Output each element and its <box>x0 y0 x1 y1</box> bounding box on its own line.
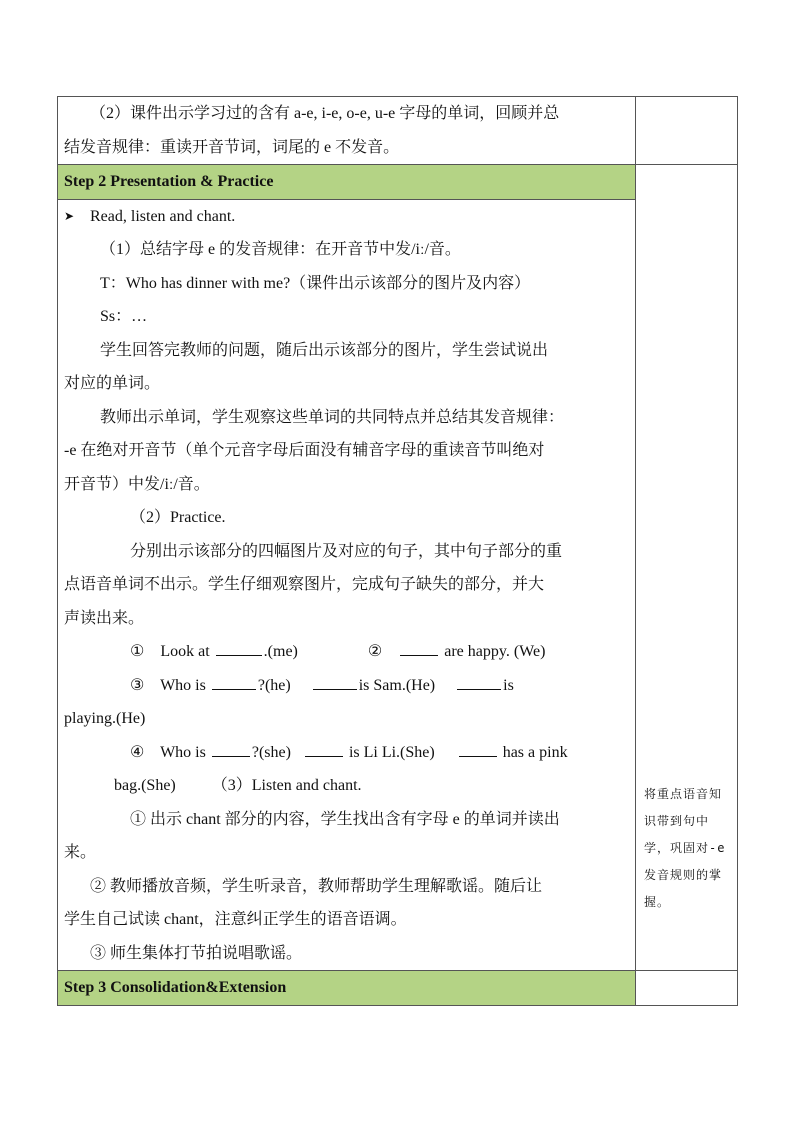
para-10a: ② 教师播放音频，学生听录音，教师帮助学生理解歌谣。随后让 <box>90 877 543 895</box>
ex4-blank-2 <box>305 738 343 757</box>
intro-row <box>58 97 738 165</box>
ex4-text-e: bag.(She) <box>114 777 176 794</box>
para-5a: 教师出示单词，学生观察这些单词的共同特点并总结其发音规律： <box>100 408 565 426</box>
intro-note-cell <box>636 97 738 165</box>
ex1-blank <box>216 637 262 656</box>
ex3-blank-1 <box>212 671 256 690</box>
step3-note-cell <box>636 971 738 1006</box>
ex1-text-a: Look at <box>160 643 210 660</box>
ex4-blank-3 <box>459 738 497 757</box>
para-4a: 学生回答完教师的问题，随后出示该部分的图片，学生尝试说出 <box>100 341 549 359</box>
ex3-text-b: ?(he) <box>257 676 291 694</box>
para-7b: 点语音单词不出示。学生仔细观察图片，完成句子缺失的部分，并大 <box>64 576 545 593</box>
ex3-blank-2 <box>313 671 357 690</box>
ex4-text-d: has a pink <box>502 743 568 761</box>
para-5c: 开音节）中发/iː/音。 <box>64 475 210 493</box>
intro-line-2: 结发音规律：重读开音节词，词尾的 e 不发音。 <box>64 138 400 156</box>
para-8: （3）Listen and chant. <box>211 777 362 794</box>
step2-note-text: 将重点语音知识带到句中学，巩固对-e 发音规则的掌握。 <box>644 787 726 909</box>
bullet-item <box>64 200 631 234</box>
para-9b: 来。 <box>64 844 97 861</box>
ex2-blank <box>400 637 438 656</box>
step2-note-cell <box>636 165 738 971</box>
intro-cell <box>58 97 636 165</box>
exercise-1-2 <box>64 635 631 669</box>
para-5b: -e 在绝对开音节（单个元音字母后面没有辅音字母的重读音节叫绝对 <box>64 442 545 459</box>
para-3: Ss：… <box>100 308 148 325</box>
ex3-text-c: is Sam.(He) <box>358 676 436 694</box>
para-7c: 声读出来。 <box>64 609 145 627</box>
ex4-text-b: ?(she) <box>251 743 291 761</box>
exercise-3-cont: playing.(He) <box>64 710 146 727</box>
step2-body-cell <box>58 199 636 971</box>
para-6: （2）Practice. <box>130 509 226 526</box>
step2-header-row <box>58 165 738 200</box>
ex1-text-b: .(me) <box>263 643 298 660</box>
ex2-text-b: are happy. (We) <box>444 643 546 660</box>
ex4-blank-1 <box>212 738 250 757</box>
bullet-text: Read, listen and chant. <box>90 207 236 225</box>
step3-title: Step 3 Consolidation&Extension <box>58 971 636 1006</box>
ex4-text-c: is Li Li.(She) <box>348 743 435 761</box>
ex3-blank-3 <box>457 671 501 690</box>
step3-header-row <box>58 971 738 1006</box>
arrow-bullet-icon: ➤ <box>64 208 75 223</box>
lesson-plan-table <box>57 96 738 1006</box>
ex3-text-a: Who is <box>160 676 206 694</box>
ex3-number: ③ <box>130 676 145 694</box>
step2-title: Step 2 Presentation & Practice <box>58 165 636 200</box>
ex4-text-a: Who is <box>160 743 206 761</box>
intro-line-1: （2）课件出示学习过的含有 a-e, i-e, o-e, u-e 字母的单词，回顾并总 <box>90 105 560 122</box>
para-4b: 对应的单词。 <box>64 375 161 392</box>
para-1: （1）总结字母 e 的发音规律：在开音节中发/iː/音。 <box>100 241 461 258</box>
ex1-number: ① <box>130 643 145 660</box>
exercise-4 <box>64 736 631 770</box>
para-9a: ① 出示 chant 部分的内容，学生找出含有字母 e 的单词并读出 <box>130 810 560 828</box>
ex3-text-d: is <box>503 676 514 694</box>
exercise-4-cont <box>64 769 631 803</box>
para-10b: 学生自己试读 chant，注意纠正学生的语音语调。 <box>64 911 407 928</box>
para-11: ③ 师生集体打节拍说唱歌谣。 <box>90 944 303 962</box>
para-2: T：Who has dinner with me?（课件出示该部分的图片及内容） <box>100 274 531 292</box>
para-7a: 分别出示该部分的四幅图片及对应的句子，其中句子部分的重 <box>130 542 563 560</box>
ex2-number: ② <box>367 643 383 660</box>
ex4-number: ④ <box>130 743 145 761</box>
exercise-3 <box>64 669 631 703</box>
